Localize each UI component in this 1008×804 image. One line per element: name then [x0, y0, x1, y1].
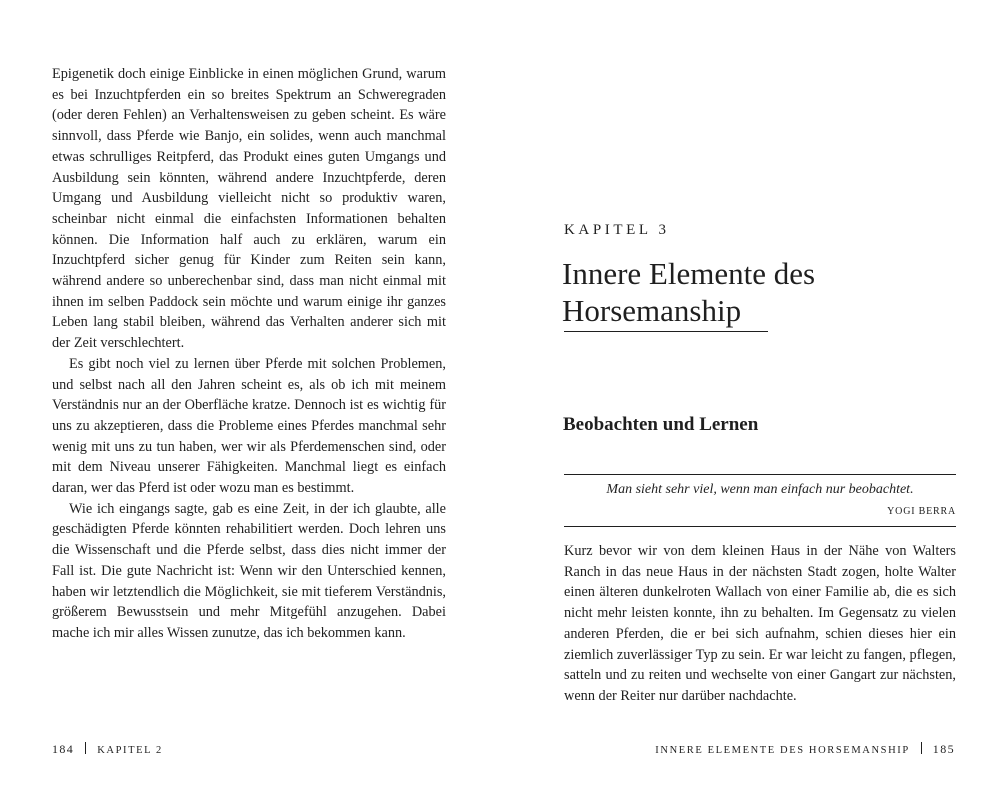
epigraph-text: Man sieht sehr viel, wenn man einfach nur beobachtet. — [606, 482, 914, 497]
right-footer — [655, 742, 955, 757]
body-paragraph-3: Wie ich eingangs sagte, gab es eine Zeit, in der ich glaubte, alle geschädigten Pferde könnten rehabilitiert werden. Doch lehren uns die Wissenschaft und die Pferde selbst, dass dies nicht immer der Fall ist. Die gute Nachricht ist: Wenn wir den Unterschied kennen, haben wir letztendlich die Möglichkeit, sie mit tieferem Verständnis, größerem Bewusstsein und mehr Mitgefühl anzugehen. Dabei mache ich mir alles Wissen zunutze, das ich bekommen kann. — [52, 500, 446, 641]
epigraph-bottom-rule — [564, 526, 956, 527]
right-body-text — [564, 541, 956, 707]
epigraph-top-rule — [564, 474, 956, 475]
footer-divider — [85, 742, 86, 754]
chapter-label: KAPITEL 3 — [564, 222, 670, 238]
left-footer — [52, 742, 163, 757]
footer-divider — [921, 742, 922, 754]
right-page-number: 185 — [932, 742, 955, 756]
title-underline — [564, 331, 768, 332]
body-paragraph-right: Kurz bevor wir von dem kleinen Haus in der Nähe von Walters Ranch in das neue Haus in der nächsten Stadt zogen, holte Walter einen älteren dunkelroten Wallach von einer Familie ab, die es sich nicht mehr leisten konnte, ihn zu behalten. Im Gegensatz zu vielen anderen Pferden, die er bei sich aufnahm, schien dieses hier ein ziemlich zuverlässiger Typ zu sein. Er war leicht zu fangen, pflegen, satteln und zu reiten und wechselte von einer Gangart zur nächsten, wenn der Reiter nur darüber nachdachte. — [564, 543, 956, 704]
left-body-text — [52, 64, 446, 644]
body-paragraph-2: Es gibt noch viel zu lernen über Pferde mit solchen Problemen, und selbst nach all den Jahren scheint es, als ob ich mit meinem Verständnis nur an der Oberfläche kratze. Dennoch ist es wichtig für uns zu akzeptieren, dass die Probleme eines Pferdes manchmal sehr wenig mit uns zu tun haben, wer wir als Pferdemenschen sind, oder mit dem Niveau unserer Fähigkeiten. Manchmal liegt es einfach daran, wer das Pferd ist oder wozu man es bestimmt. — [52, 355, 446, 497]
chapter-title: Innere Elemente des Horsemanship — [562, 256, 816, 328]
left-page-number: 184 — [52, 742, 75, 756]
left-running-head: KAPITEL 2 — [97, 745, 163, 756]
epigraph-attribution: YOGI BERRA — [887, 506, 956, 517]
right-page — [504, 0, 1008, 804]
section-heading: Beobachten und Lernen — [563, 414, 759, 435]
body-paragraph-1: Epigenetik doch einige Einblicke in einen möglichen Grund, warum es bei Inzuchtpferden ein so breites Spektrum an Schweregraden (oder deren Fehlen) an Verhaltensweisen zu geben scheint. Es wäre sinnvoll, dass Pferde wie Banjo, ein solides, wenn auch manchmal etwas schrulliges Reitpferd, das Produkt eines guten Umgangs und Ausbildung sein könnten, während andere Inzuchtpferde, deren Umgang und Ausbildung vielleicht nicht so produktiv waren, scheinbar nicht einmal die einfachsten Informationen behalten können. Die Information half auch zu erklären, warum ein Inzuchtpferd sicher genug für Kinder zum Reiten sein kann, während andere so unberechenbar sind, dass man nicht einmal mit ihnen im selben Paddock sein möchte und warum einige ihr ganzes Leben lang stabil bleiben, während das Verhalten anderer sich mit der Zeit verschlechtert. — [52, 66, 446, 352]
right-running-head: INNERE ELEMENTE DES HORSEMANSHIP — [655, 745, 910, 756]
